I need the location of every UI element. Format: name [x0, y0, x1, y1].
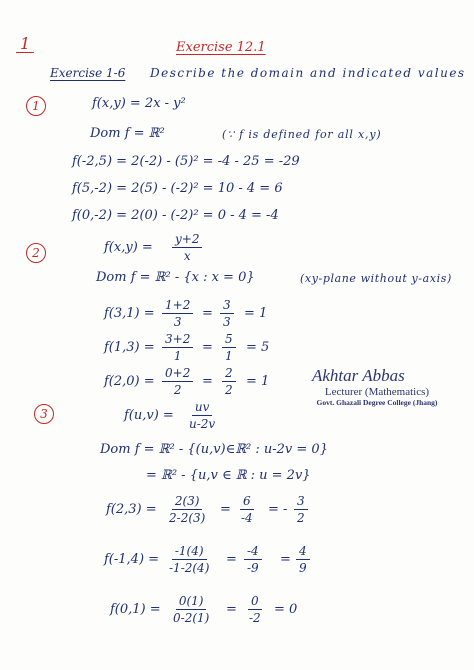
p3-function-lhs: f(u,v) =: [124, 408, 174, 423]
numerator: -1(4): [172, 544, 207, 560]
problem-1-marker: 1: [26, 96, 46, 116]
numerator: 1+2: [162, 298, 193, 314]
p3-value-2-fraction-c: [296, 544, 310, 575]
equals-sign: =: [226, 602, 237, 617]
p3-function-fraction: [186, 400, 218, 431]
p1-value-2: f(5,-2) = 2(5) - (-2)² = 10 - 4 = 6: [72, 181, 283, 196]
p3-value-2-fraction-a: [166, 544, 212, 575]
p2-value-2-fraction-b: [222, 332, 236, 363]
p2-value-3-fraction-b: [222, 366, 236, 397]
p3-function-numerator: uv: [192, 400, 213, 416]
p2-value-3-result: = 1: [246, 374, 270, 389]
denominator: 0-2(1): [173, 611, 210, 625]
denominator: 2-2(3): [169, 511, 206, 525]
p1-value-1: f(-2,5) = 2(-2) - (5)² = -4 - 25 = -29: [72, 154, 300, 169]
p2-domain: Dom f = ℝ² - {x : x = 0}: [96, 270, 255, 285]
denominator: 1: [173, 349, 182, 363]
p3-value-1-fraction-c: [294, 494, 308, 525]
p2-value-2-fraction-a: [162, 332, 193, 363]
p2-value-1-result: = 1: [244, 306, 268, 321]
p2-function-denominator: x: [183, 249, 191, 263]
numerator: 6: [240, 494, 254, 510]
page-number-underline: [16, 52, 34, 53]
p3-value-2-fraction-b: [244, 544, 262, 575]
p3-value-3-lhs: f(0,1) =: [110, 602, 161, 617]
equals-sign: =: [202, 340, 213, 355]
numerator: 0(1): [176, 594, 207, 610]
page-title: Exercise 12.1: [176, 40, 266, 55]
p2-value-3-fraction-a: [162, 366, 193, 397]
p3-value-1-fraction-b: [238, 494, 256, 525]
numerator: 0+2: [162, 366, 193, 382]
p3-value-3-result: = 0: [274, 602, 298, 617]
p2-value-2-lhs: f(1,3) =: [104, 340, 155, 355]
instruction-heading: Describe the domain and indicated values: [150, 66, 466, 80]
p3-value-2-result: =: [280, 552, 291, 567]
p2-function-numerator: y+2: [172, 232, 202, 248]
denominator: -2: [249, 611, 261, 625]
equals-sign: =: [220, 502, 231, 517]
author-name: Akhtar Abbas: [312, 366, 405, 385]
denominator: -1-2(4): [169, 561, 210, 575]
numerator: 3+2: [162, 332, 193, 348]
denominator: -9: [247, 561, 259, 575]
numerator: 3: [220, 298, 234, 314]
p3-value-3-fraction-b: [246, 594, 264, 625]
author-role: Lecturer (Mathematics): [324, 386, 430, 398]
p3-value-1-fraction-a: [166, 494, 208, 525]
numerator: 3: [294, 494, 308, 510]
denominator: 9: [299, 561, 307, 575]
denominator: 1: [225, 349, 233, 363]
p2-function-lhs: f(x,y) =: [104, 240, 153, 255]
numerator: 2(3): [172, 494, 203, 510]
equals-sign: =: [226, 552, 237, 567]
author-college: Govt. Ghazali Degree College (Jhang): [316, 398, 438, 407]
p3-value-2-lhs: f(-1,4) =: [104, 552, 160, 567]
p1-function: f(x,y) = 2x - y²: [92, 96, 186, 111]
denominator: -4: [241, 511, 253, 525]
p3-function-denominator: u-2v: [189, 417, 216, 431]
p2-value-2-result: = 5: [246, 340, 270, 355]
p2-value-1-fraction-a: [162, 298, 193, 329]
p3-domain-line-1: Dom f = ℝ² - {(u,v)∈ℝ² : u-2v = 0}: [100, 442, 328, 457]
numerator: 4: [296, 544, 310, 560]
p1-domain-note: (∵ f is defined for all x,y): [222, 128, 382, 141]
p2-function-fraction: [172, 232, 202, 263]
p3-value-3-fraction-a: [170, 594, 212, 625]
denominator: 2: [297, 511, 305, 525]
author-stamp: [312, 366, 442, 407]
numerator: -4: [244, 544, 262, 560]
equals-sign: =: [202, 306, 213, 321]
problem-3-marker: 3: [34, 404, 54, 424]
numerator: 0: [248, 594, 262, 610]
p3-value-1-lhs: f(2,3) =: [106, 502, 157, 517]
p2-value-1-fraction-b: [220, 298, 234, 329]
p2-domain-note: (xy-plane without y-axis): [300, 272, 452, 285]
denominator: 2: [173, 383, 182, 397]
p2-value-1-lhs: f(3,1) =: [104, 306, 155, 321]
page-number: 1: [20, 34, 31, 53]
p1-domain: Dom f = ℝ²: [90, 126, 165, 141]
p3-value-1-result: = -: [268, 502, 288, 517]
p1-value-3: f(0,-2) = 2(0) - (-2)² = 0 - 4 = -4: [72, 208, 279, 223]
denominator: 3: [173, 315, 182, 329]
denominator: 2: [225, 383, 233, 397]
denominator: 3: [223, 315, 231, 329]
exercise-range-heading: Exercise 1-6: [50, 66, 126, 80]
numerator: 5: [222, 332, 236, 348]
problem-2-marker: 2: [26, 243, 46, 263]
p2-value-3-lhs: f(2,0) =: [104, 374, 155, 389]
numerator: 2: [222, 366, 236, 382]
p3-domain-line-2: = ℝ² - {u,v ∈ ℝ : u = 2v}: [146, 468, 311, 483]
equals-sign: =: [202, 374, 213, 389]
